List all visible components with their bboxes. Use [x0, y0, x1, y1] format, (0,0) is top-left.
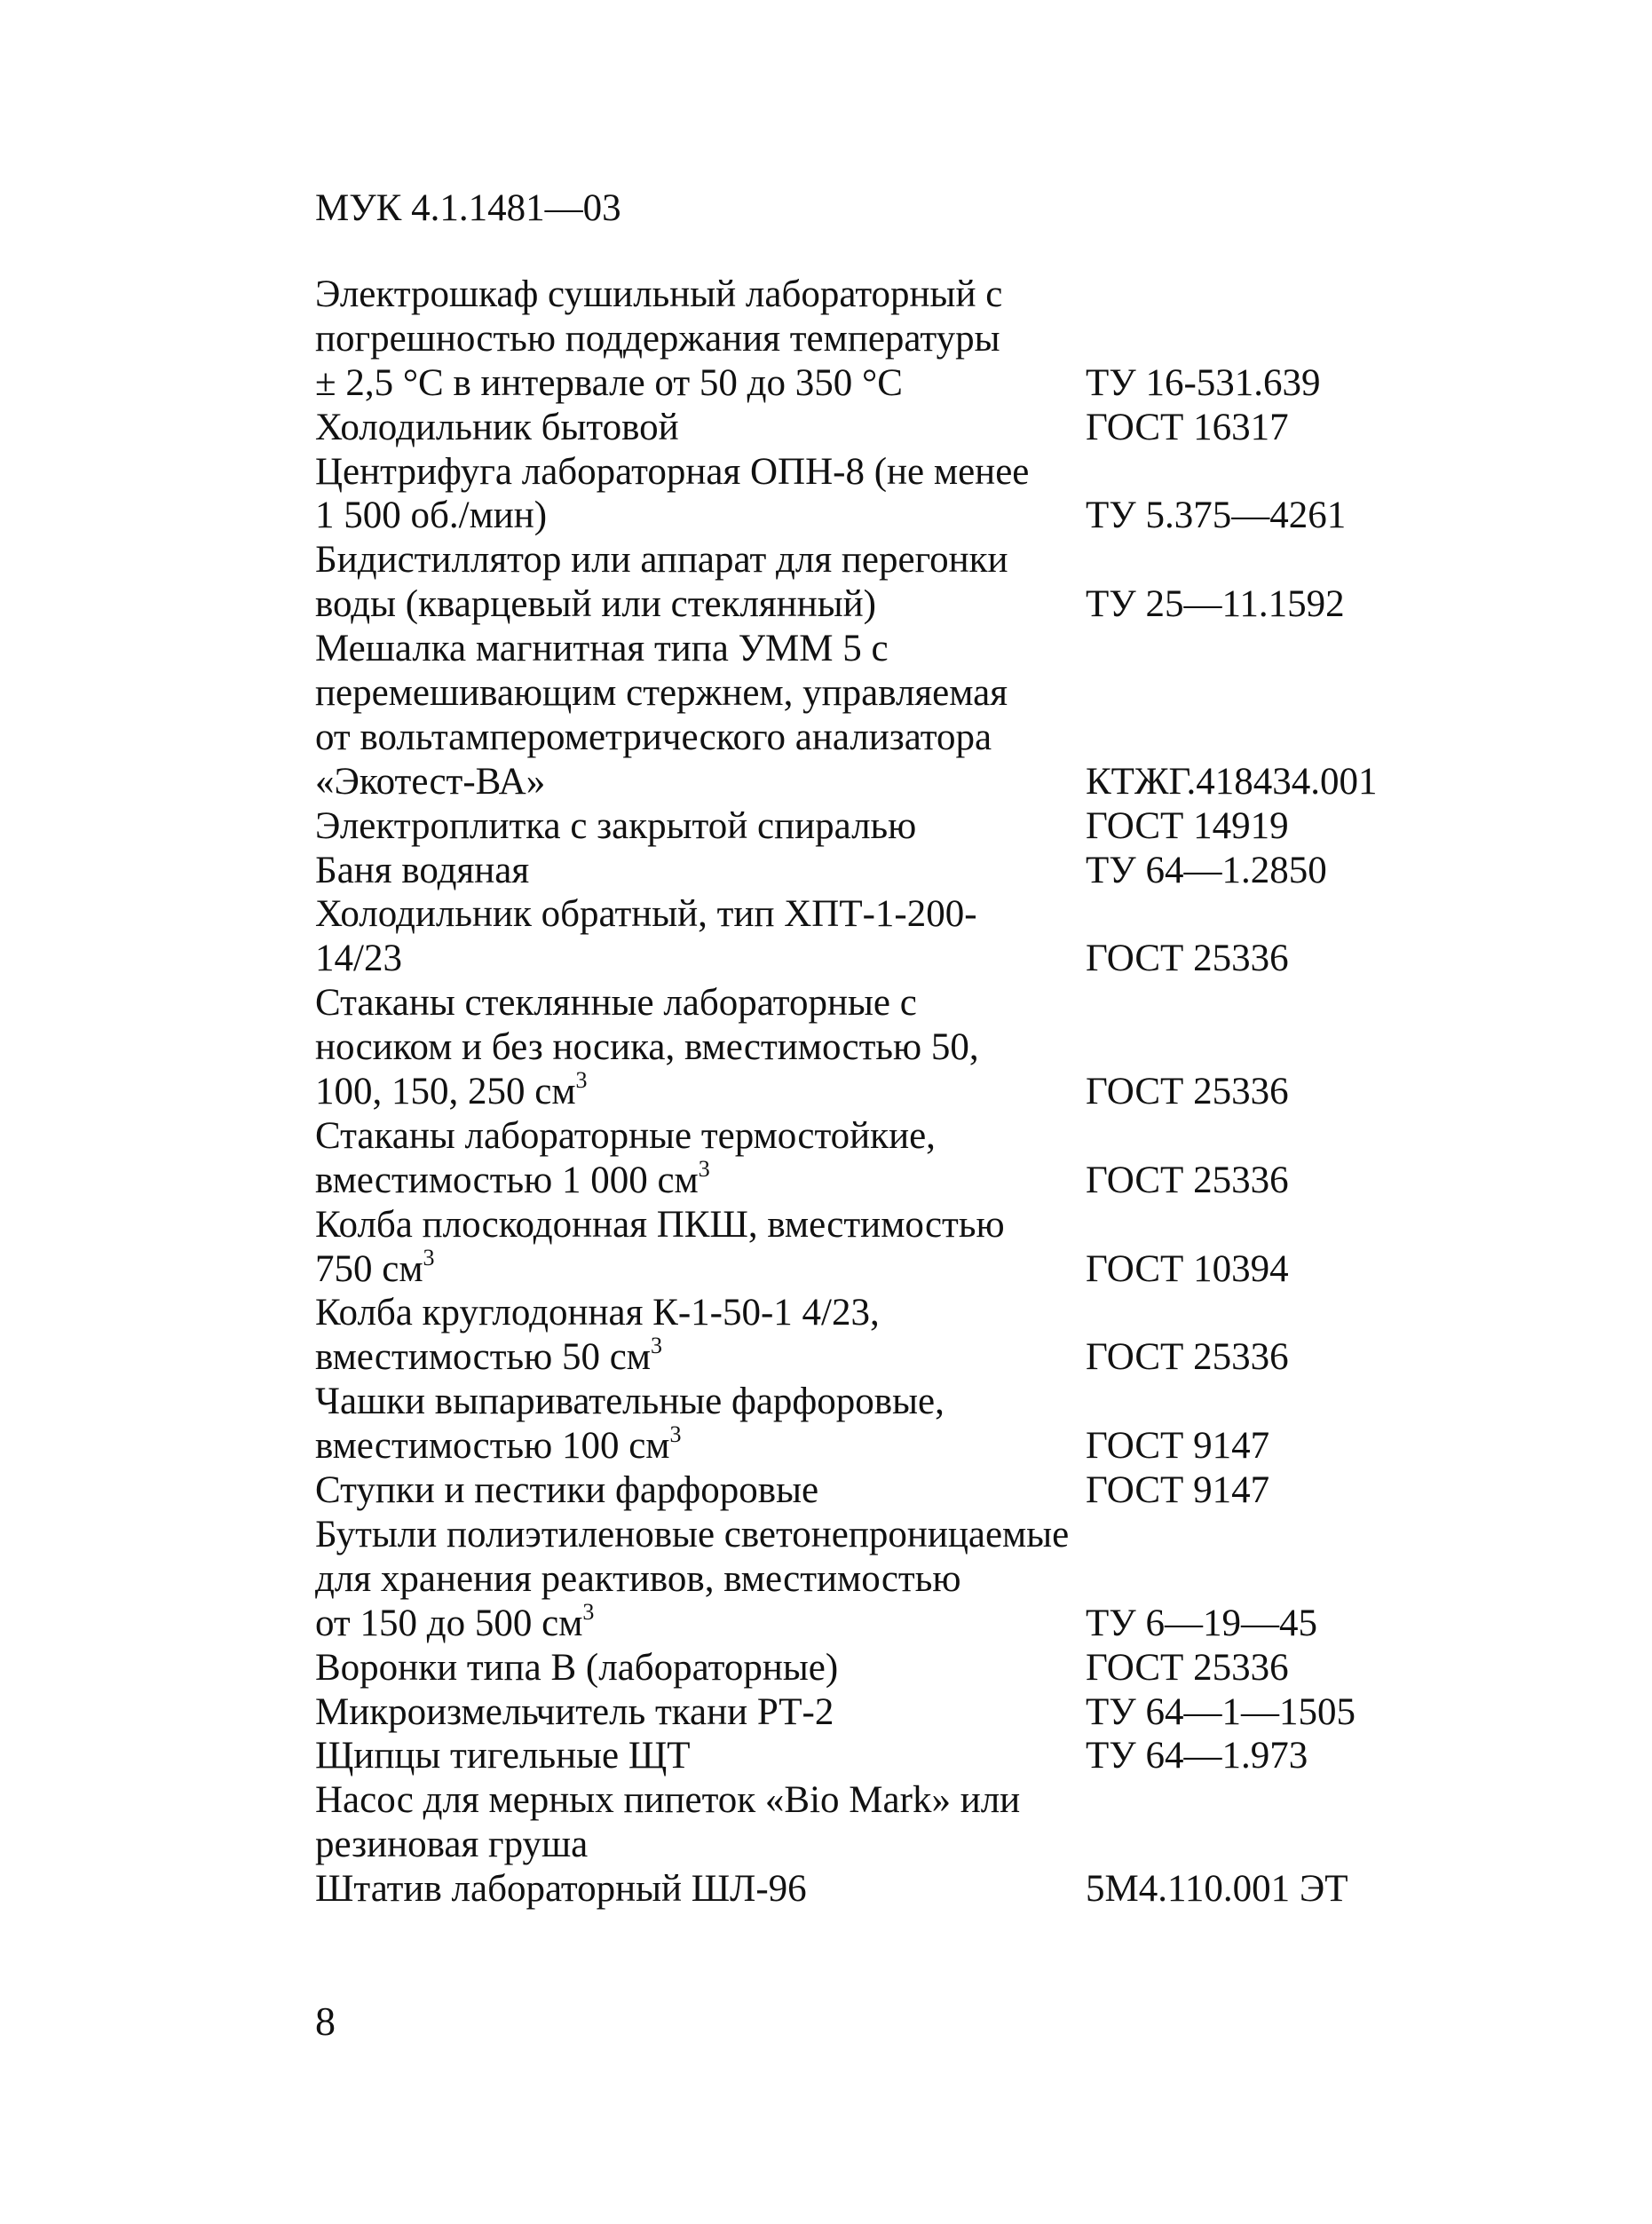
equipment-description-text: Холодильник обратный, тип ХПТ-1-200-: [315, 893, 977, 936]
equipment-description: [315, 1335, 662, 1380]
equipment-description-text: Бидистиллятор или аппарат для перегонки: [315, 539, 1008, 582]
unit-superscript: 3: [651, 1333, 663, 1359]
standard-reference: ТУ 6—19—45: [1086, 1602, 1317, 1644]
equipment-description-text: Электроплитка с закрытой спиралью: [315, 804, 917, 847]
equipment-line: [315, 1468, 1469, 1513]
equipment-line: [315, 494, 1469, 538]
page-number: 8: [315, 1998, 336, 2044]
standard-reference: ТУ 64—1—1505: [1086, 1690, 1356, 1733]
equipment-line: [315, 937, 1469, 981]
standard-reference: ТУ 16-531.639: [1086, 361, 1321, 404]
equipment-line: [315, 1513, 1469, 1557]
equipment-line: [315, 1690, 1469, 1735]
equipment-line: [315, 1557, 1469, 1602]
equipment-line: [315, 716, 1469, 760]
equipment-line: [315, 1291, 1469, 1335]
equipment-description-text: «Экотест-ВА»: [315, 760, 546, 803]
unit-superscript: 3: [423, 1244, 435, 1270]
equipment-line: [315, 1734, 1469, 1778]
equipment-description: [315, 1025, 979, 1070]
equipment-description-text: Стаканы лабораторные термостойкие,: [315, 1114, 936, 1157]
equipment-description: [315, 406, 679, 450]
equipment-description: [315, 582, 876, 627]
equipment-description: [315, 937, 402, 981]
equipment-description-text: носиком и без носика, вместимостью 50,: [315, 1026, 979, 1069]
equipment-description-text: Воронки типа В (лабораторные): [315, 1646, 839, 1689]
equipment-line: [315, 892, 1469, 937]
equipment-description: [315, 804, 916, 849]
equipment-description-text: вместимостью 50 см: [315, 1336, 652, 1379]
equipment-line: [315, 981, 1469, 1025]
equipment-description-text: перемешивающим стержнем, управляемая: [315, 672, 1008, 715]
standard-reference: ГОСТ 9147: [1086, 1425, 1270, 1468]
equipment-line: [315, 1067, 1469, 1114]
equipment-description: [315, 1513, 1069, 1557]
equipment-description-text: Колба круглодонная К-1-50-1 4/23,: [315, 1292, 880, 1334]
equipment-description-text: Микроизмельчитель ткани РТ-2: [315, 1690, 834, 1733]
equipment-description: [315, 1203, 1005, 1247]
standard-reference: ГОСТ 25336: [1086, 1646, 1289, 1689]
standard-reference: ТУ 25—11.1592: [1086, 583, 1345, 626]
standard-reference: ГОСТ 10394: [1086, 1247, 1289, 1290]
equipment-description-text: 14/23: [315, 938, 402, 980]
equipment-description: [315, 1291, 880, 1335]
equipment-description-text: Мешалка магнитная типа УММ 5 с: [315, 628, 889, 670]
equipment-line: [315, 1646, 1469, 1690]
equipment-description-text: вместимостью 100 см: [315, 1425, 670, 1468]
equipment-description-text: Насос для мерных пипеток «Bio Mark» или: [315, 1779, 1021, 1822]
equipment-description: [315, 1598, 595, 1646]
equipment-description-text: от 150 до 500 см: [315, 1602, 583, 1644]
equipment-description-text: Ступки и пестики фарфоровые: [315, 1469, 819, 1512]
equipment-line: [315, 1823, 1469, 1867]
equipment-description-text: 100, 150, 250 см: [315, 1071, 576, 1113]
equipment-description-text: Холодильник бытовой: [315, 406, 679, 448]
standard-reference: ГОСТ 25336: [1086, 1336, 1289, 1379]
equipment-description: [315, 1778, 1020, 1823]
equipment-description: [315, 892, 977, 937]
equipment-line: [315, 406, 1469, 450]
standard-reference: ТУ 5.375—4261: [1086, 495, 1347, 537]
standard-reference: ГОСТ 25336: [1086, 938, 1289, 980]
equipment-description: [315, 1380, 945, 1424]
equipment-description: [315, 1114, 936, 1159]
equipment-line: [315, 849, 1469, 893]
unit-superscript: 3: [669, 1421, 682, 1448]
equipment-description: [315, 981, 917, 1025]
equipment-description-text: от вольтамперометрического анализатора: [315, 716, 992, 758]
equipment-line: [315, 273, 1469, 317]
equipment-description-text: 1 500 об./мин): [315, 495, 548, 537]
equipment-line: [315, 627, 1469, 671]
unit-superscript: 3: [575, 1067, 588, 1094]
equipment-line: [315, 538, 1469, 582]
equipment-description-text: погрешностью поддержания температуры: [315, 317, 1000, 360]
equipment-description: [315, 1867, 807, 1911]
equipment-line: [315, 671, 1469, 716]
equipment-line: [315, 1380, 1469, 1424]
equipment-line: [315, 582, 1469, 627]
equipment-description-text: ± 2,5 °С в интервале от 50 до 350 °С: [315, 361, 903, 404]
equipment-description: [315, 450, 1029, 495]
unit-superscript: 3: [698, 1155, 710, 1182]
equipment-description: [315, 273, 1002, 317]
document-header: МУК 4.1.1481—03: [315, 187, 621, 229]
equipment-line: [315, 1867, 1469, 1911]
equipment-line: [315, 1778, 1469, 1823]
equipment-line: [315, 1155, 1469, 1203]
equipment-description-text: Стаканы стеклянные лабораторные с: [315, 982, 917, 1025]
equipment-line: [315, 1335, 1469, 1380]
equipment-description-text: Баня водяная: [315, 849, 530, 891]
equipment-description-text: Штатив лабораторный ШЛ-96: [315, 1868, 807, 1911]
equipment-description-text: вместимостью 1 000 см: [315, 1159, 699, 1201]
equipment-description: [315, 671, 1008, 716]
equipment-description-text: Центрифуга лабораторная ОПН-8 (не менее: [315, 450, 1030, 493]
equipment-description: [315, 1067, 588, 1114]
unit-superscript: 3: [582, 1598, 595, 1625]
equipment-description-text: 750 см: [315, 1247, 423, 1290]
equipment-description-text: воды (кварцевый или стеклянный): [315, 583, 876, 626]
equipment-description: [315, 361, 903, 406]
standard-reference: ТУ 64—1.973: [1086, 1735, 1308, 1777]
equipment-description: [315, 538, 1008, 582]
equipment-line: [315, 1244, 1469, 1292]
equipment-line: [315, 1025, 1469, 1070]
equipment-line: [315, 1598, 1469, 1646]
equipment-description-text: резиновая груша: [315, 1824, 589, 1866]
standard-reference: КТЖГ.418434.001: [1086, 760, 1378, 803]
equipment-description: [315, 849, 529, 893]
equipment-description: [315, 494, 547, 538]
equipment-description: [315, 1734, 690, 1778]
equipment-description: [315, 1244, 435, 1292]
equipment-line: [315, 450, 1469, 495]
equipment-description: [315, 1468, 818, 1513]
equipment-line: [315, 1421, 1469, 1468]
equipment-description: [315, 716, 992, 760]
equipment-list: [315, 273, 1469, 1911]
standard-reference: ГОСТ 14919: [1086, 804, 1289, 847]
equipment-description: [315, 760, 545, 804]
equipment-line: [315, 317, 1469, 361]
standard-reference: ГОСТ 9147: [1086, 1469, 1270, 1512]
equipment-description-text: Колба плоскодонная ПКШ, вместимостью: [315, 1203, 1005, 1246]
equipment-description: [315, 1823, 588, 1867]
equipment-description: [315, 1557, 960, 1602]
equipment-description-text: Электрошкаф сушильный лабораторный с: [315, 273, 1003, 315]
equipment-description: [315, 317, 1000, 361]
equipment-description-text: Щипцы тигельные ЩТ: [315, 1735, 691, 1777]
standard-reference: 5М4.110.001 ЭТ: [1086, 1868, 1348, 1911]
equipment-line: [315, 1114, 1469, 1159]
equipment-description-text: для хранения реактивов, вместимостью: [315, 1557, 961, 1600]
equipment-description: [315, 1155, 710, 1203]
standard-reference: ГОСТ 25336: [1086, 1071, 1289, 1113]
equipment-line: [315, 1203, 1469, 1247]
standard-reference: ГОСТ 25336: [1086, 1159, 1289, 1201]
equipment-description: [315, 1421, 682, 1468]
equipment-line: [315, 760, 1469, 804]
equipment-description: [315, 627, 889, 671]
equipment-description: [315, 1646, 838, 1690]
standard-reference: ТУ 64—1.2850: [1086, 849, 1327, 891]
equipment-description-text: Чашки выпаривательные фарфоровые,: [315, 1381, 945, 1423]
equipment-description-text: Бутыли полиэтиленовые светонепроницаемые: [315, 1513, 1070, 1555]
equipment-line: [315, 361, 1469, 406]
equipment-line: [315, 804, 1469, 849]
standard-reference: ГОСТ 16317: [1086, 406, 1289, 448]
equipment-description: [315, 1690, 834, 1735]
